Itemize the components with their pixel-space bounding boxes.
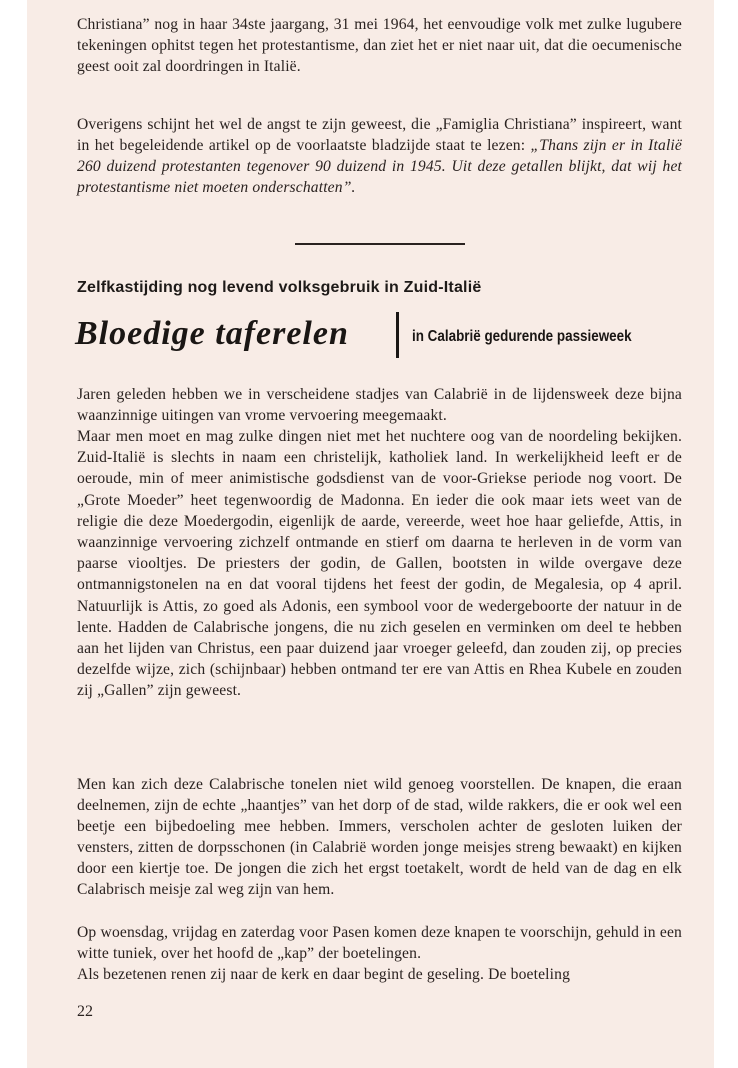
section-divider xyxy=(295,243,465,245)
paragraph-intro-continued: Christiana” nog in haar 34ste jaargang, 31 mei 1964, het eenvoudige volk met zulke lugubere tekeningen ophitst tegen het protestantisme, dan ziet het er niet naar uit, dat die oecumenische geest ooit zal doordringen in Italië. xyxy=(77,16,682,75)
italic-quote: „Thans zijn er in Italië 260 duizend protestanten tegenover 90 duizend in 1945. Uit deze getallen blijkt, dat wij het protestantisme niet moeten onderschatten”. xyxy=(77,137,682,196)
headline-vertical-rule xyxy=(396,312,399,358)
article-headline: Bloedige taferelen xyxy=(75,315,349,352)
paragraph-op-woensdag: Op woensdag, vrijdag en zaterdag voor Pasen komen deze knapen te voorschijn, gehuld in een witte tuniek, over het hoofd de „kap” der boetelingen. xyxy=(77,924,682,962)
paragraph-calabrische-tonelen: Men kan zich deze Calabrische tonelen niet wild genoeg voorstellen. De knapen, die eraan deelnemen, zijn de echte „haantjes” van het dorp of de stad, wilde rakkers, die er ook wel een beetje een bijbedoeling mee hebben. Immers, verscholen achter de gesloten luiken der vensters, zitten de dorpsschonen (in Calabrië worden jonge meisjes streng bewaakt) en kijken door een kiertje toe. De jongen die zich het ergst toetakelt, wordt de held van de dag en elk Calabrisch meisje zal weg zijn van hem. xyxy=(77,776,682,898)
article-subhead: in Calabrië gedurende passieweek xyxy=(412,328,632,345)
article-kicker: Zelfkastijding nog levend volksgebruik in Zuid-Italië xyxy=(77,279,482,296)
paragraph-als-bezetenen: Als bezetenen renen zij naar de kerk en daar begint de geseling. De boeteling xyxy=(77,966,571,983)
paragraph-lead-text: Overigens schijnt het wel de angst te zijn geweest, die „Famiglia Christiana” inspireert, want in het begeleidende artikel op de voorlaatste bladzijde staat te lezen: xyxy=(77,116,682,154)
paragraph-jaren-geleden: Jaren geleden hebben we in verscheidene stadjes van Calabrië in de lijdensweek deze bijna waanzinnige uitingen van vrome vervoering meegemaakt. xyxy=(77,386,682,424)
paragraph-maar-men-moet: Maar men moet en mag zulke dingen niet met het nuchtere oog van de noordeling bekijken. Zuid-Italië is slechts in naam een christelijk, katholiek land. In werkelijkheid leeft er de oeroude, min of meer animistische godsdienst van de voor-Griekse periode nog voort. De „Grote Moeder” heet tegenwoordig de Madonna. En ieder die ook maar iets weet van de religie die deze Moedergodin, eigenlijk de aarde, vereerde, weet hoe haar geliefde, Attis, in waanzinnige vervoering zichzelf ontmande en stierf om daarna te herleven in de vorm van paarse viooltjes. De priesters der godin, de Gallen, bootsten in wilde overgave deze ontmannigstonelen na en dat vooral tijdens het feest der godin, de Megalesia, op 4 april. Natuurlijk is Attis, zo goed als Adonis, een symbool voor de wedergeboorte der natuur in de lente. Hadden de Calabrische jongens, die nu zich geselen en verminken om deel te hebben aan het lijden van Christus, een paar duizend jaar vroeger geleefd, dan zouden zij, op precies dezelfde wijze, zich (schijnbaar) hebben ontmand ter ere van Attis en Rhea Kubele en zouden zij „Gallen” zijn geweest. xyxy=(77,428,682,700)
page-number: 22 xyxy=(77,1003,93,1020)
document-page xyxy=(27,0,714,1068)
paragraph-famiglia-christiana xyxy=(77,114,682,198)
